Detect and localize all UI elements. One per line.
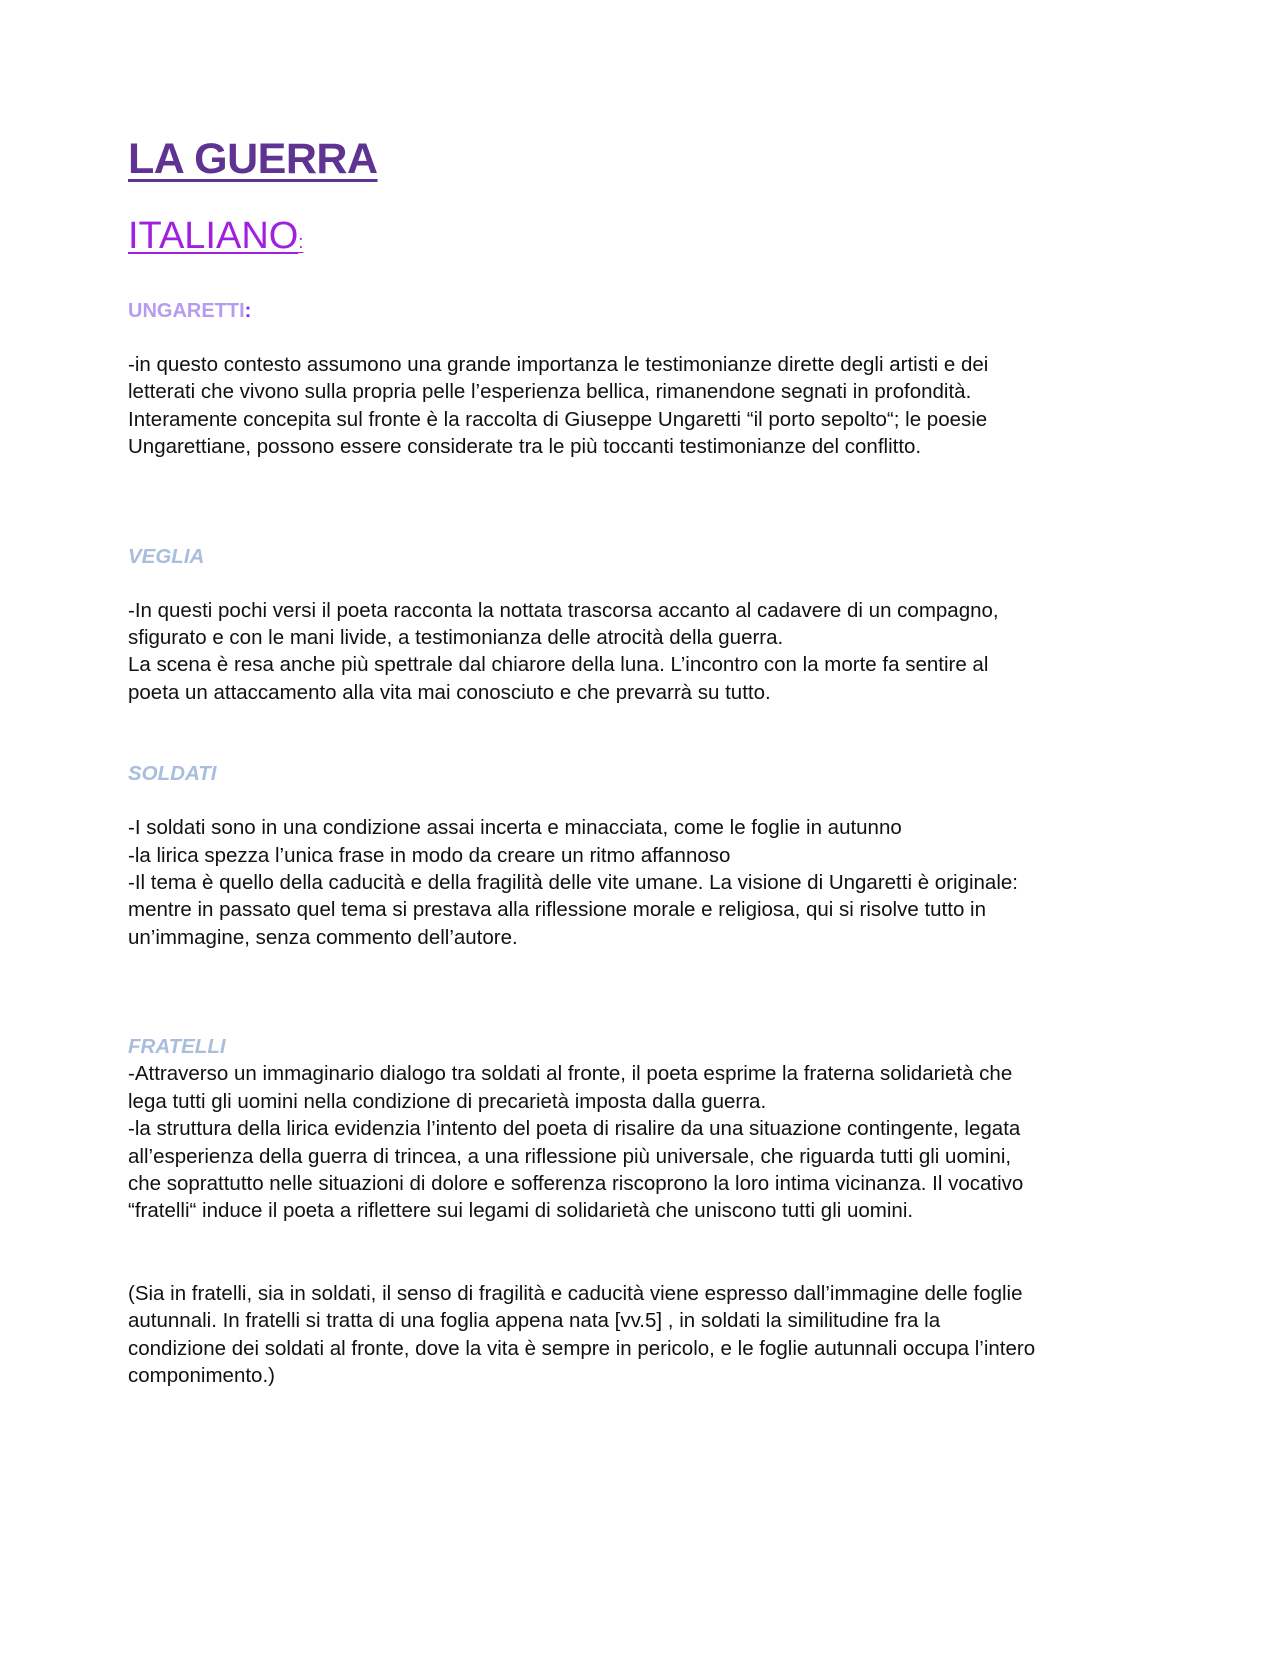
paragraph-line: letterati che vivono sulla propria pelle l’esperienza bellica, rimanendone segnati in profondità. <box>128 380 972 404</box>
subject-colon: : <box>298 232 304 252</box>
paragraph-line: sfigurato e con le mani livide, a testimonianza delle atrocità della guerra. <box>128 626 784 650</box>
closing-paragraph <box>128 1280 1168 1390</box>
poem-heading-fratelli: FRATELLI <box>128 1035 226 1059</box>
poem-heading-soldati: SOLDATI <box>128 762 217 786</box>
paragraph-line: condizione dei soldati al fronte, dove la vita è sempre in pericolo, e le foglie autunnali occupa l’intero <box>128 1336 1036 1360</box>
paragraph-line: un’immagine, senza commento dell’autore. <box>128 925 518 949</box>
paragraph-line: -Attraverso un immaginario dialogo tra soldati al fronte, il poeta esprime la fraterna solidarietà che <box>128 1062 1013 1086</box>
paragraph-line: -la lirica spezza l’unica frase in modo da creare un ritmo affannoso <box>128 843 731 867</box>
paragraph-line: all’esperienza della guerra di trincea, a una riflessione più universale, che riguarda tutti gli uomini, <box>128 1144 1012 1168</box>
author-label: UNGARETTI <box>128 300 245 322</box>
document-content <box>128 128 1168 1389</box>
paragraph-line: Ungarettiane, possono essere considerate tra le più toccanti testimonianze del conflitto. <box>128 435 922 459</box>
paragraph-line: -In questi pochi versi il poeta racconta la nottata trascorsa accanto al cadavere di un compagno, <box>128 598 999 622</box>
paragraph-line: -la struttura della lirica evidenzia l’intento del poeta di risalire da una situazione contingente, legata <box>128 1117 1021 1141</box>
paragraph-line: mentre in passato quel tema si prestava alla riflessione morale e religiosa, qui si risolve tutto in <box>128 898 986 922</box>
paragraph-line: che soprattutto nelle situazioni di dolore e sofferenza riscoprono la loro intima vicinanza. Il vocativo <box>128 1171 1024 1195</box>
author-colon: : <box>244 300 252 322</box>
paragraph-line: lega tutti gli uomini nella condizione di precarietà imposta dalla guerra. <box>128 1089 767 1113</box>
paragraph-line: componimento.) <box>128 1363 275 1387</box>
author-heading <box>128 298 1168 324</box>
subject-label: ITALIANO <box>128 215 299 257</box>
paragraph-line: Interamente concepita sul fronte è la raccolta di Giuseppe Ungaretti “il porto sepolto“; le poesie <box>128 407 988 431</box>
document-title: LA GUERRA <box>128 135 378 183</box>
intro-paragraph <box>128 351 1168 461</box>
veglia-paragraph <box>128 597 1168 707</box>
soldati-paragraph <box>128 814 1168 951</box>
poem-heading-veglia: VEGLIA <box>128 544 205 568</box>
fratelli-paragraph <box>128 1060 1168 1224</box>
paragraph-line: -I soldati sono in una condizione assai incerta e minacciata, come le foglie in autunno <box>128 816 902 840</box>
paragraph-line: “fratelli“ induce il poeta a riflettere sui legami di solidarietà che uniscono tutti gli uomini. <box>128 1199 914 1223</box>
paragraph-line: -Il tema è quello della caducità e della fragilità delle vite umane. La visione di Ungaretti è originale: <box>128 871 1018 895</box>
paragraph-line: (Sia in fratelli, sia in soldati, il senso di fragilità e caducità viene espresso dall’immagine delle foglie <box>128 1281 1023 1305</box>
paragraph-line: La scena è resa anche più spettrale dal chiarore della luna. L’incontro con la morte fa sentire al <box>128 653 989 677</box>
paragraph-line: -in questo contesto assumono una grande importanza le testimonianze dirette degli artisti e dei <box>128 353 989 376</box>
paragraph-line: autunnali. In fratelli si tratta di una foglia appena nata [vv.5] , in soldati la similitudine fra la <box>128 1309 941 1333</box>
paragraph-line: poeta un attaccamento alla vita mai conosciuto e che prevarrà su tutto. <box>128 680 771 704</box>
subject-heading <box>128 212 1168 266</box>
